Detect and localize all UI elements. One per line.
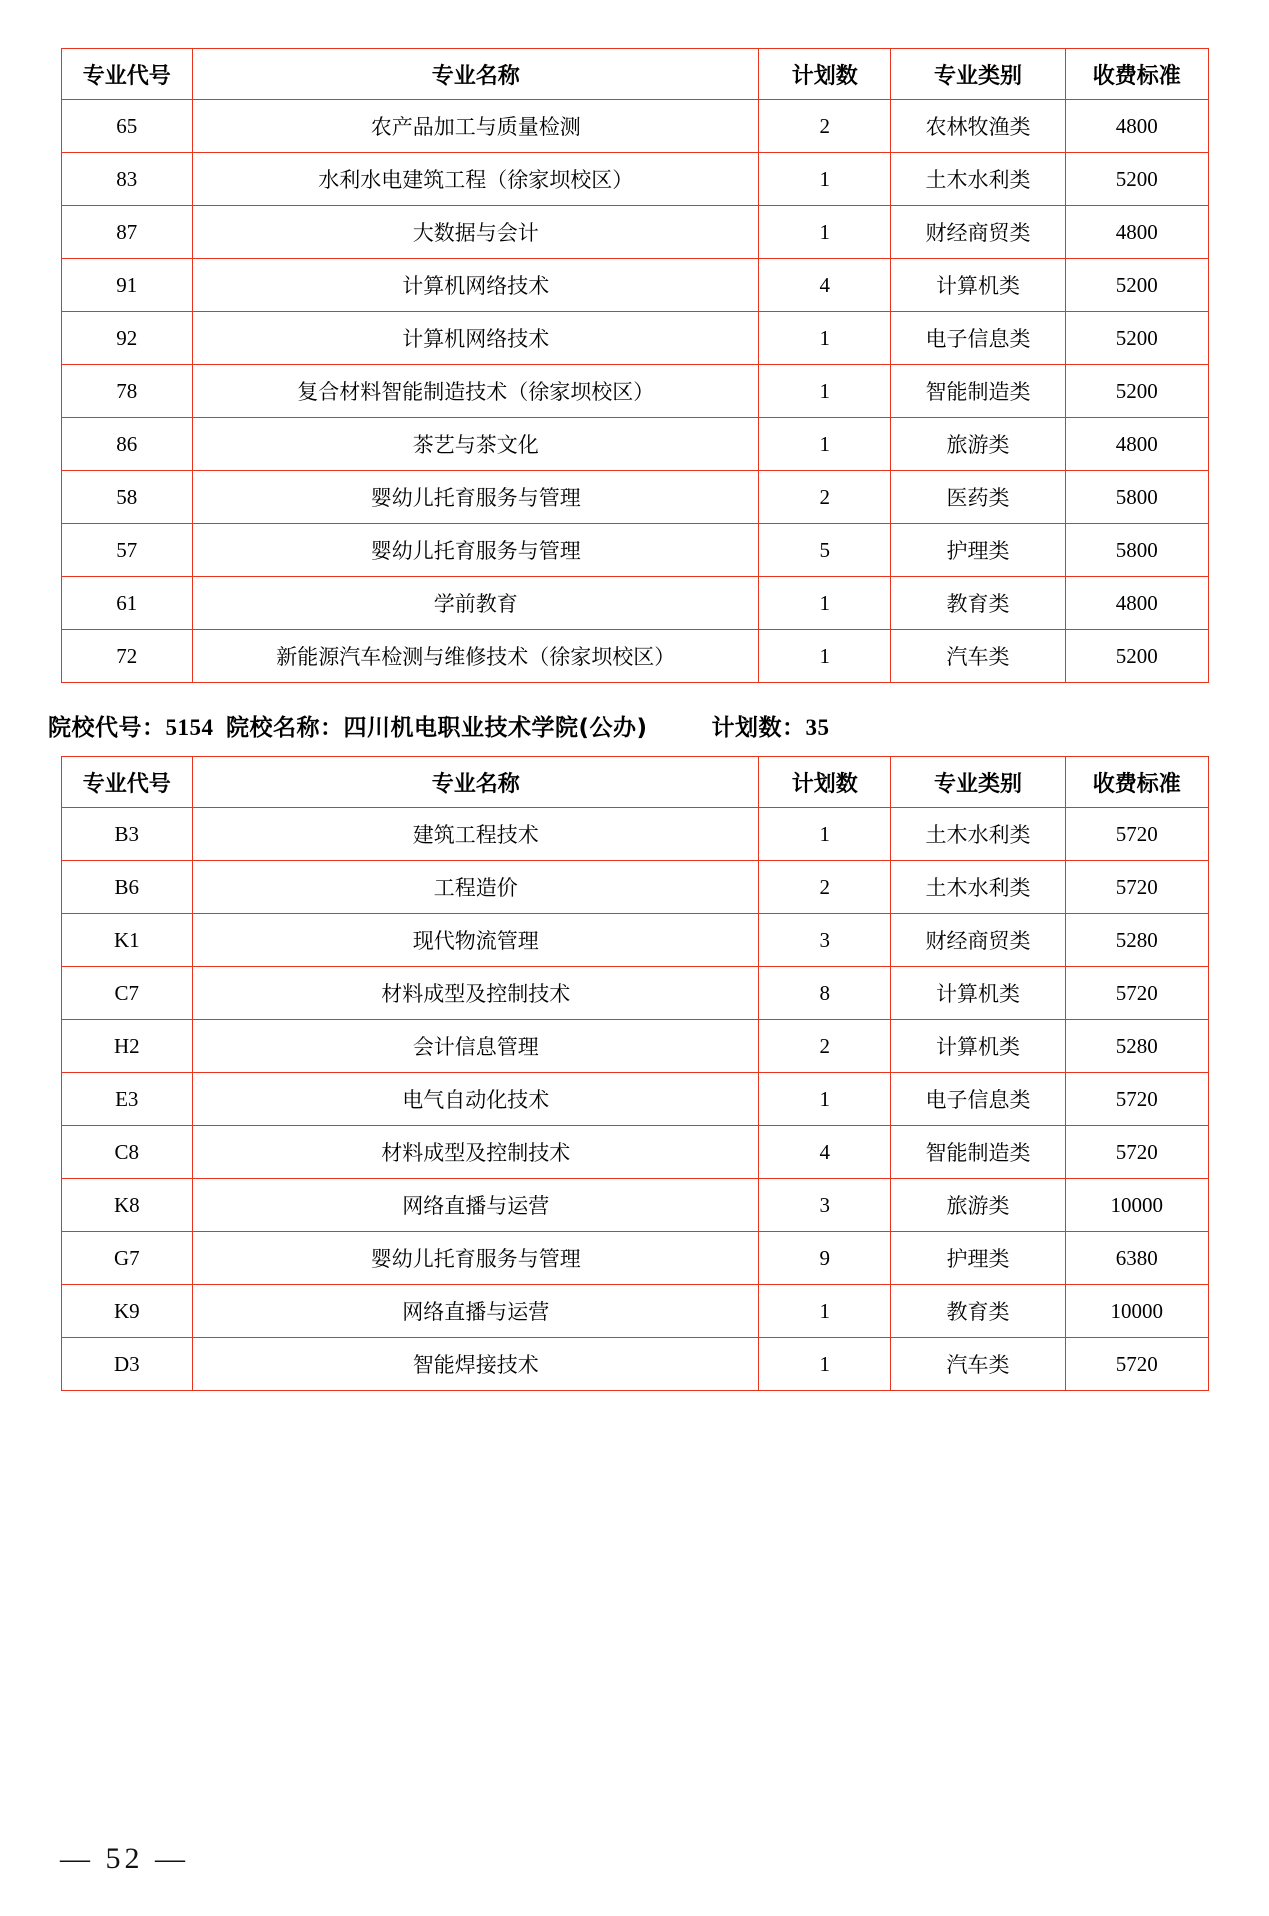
cell-major-code: 72	[61, 630, 193, 683]
cell-major-category: 教育类	[891, 1285, 1066, 1338]
cell-fee-standard: 5280	[1066, 914, 1208, 967]
cell-major-name: 水利水电建筑工程（徐家坝校区）	[193, 153, 759, 206]
table-header-row	[61, 49, 1208, 100]
cell-fee-standard: 5800	[1066, 524, 1208, 577]
cell-plan-count: 1	[759, 1338, 891, 1391]
cell-major-name: 建筑工程技术	[193, 808, 759, 861]
cell-major-category: 旅游类	[891, 418, 1066, 471]
cell-major-category: 土木水利类	[891, 153, 1066, 206]
cell-plan-count: 2	[759, 1020, 891, 1073]
cell-major-category: 旅游类	[891, 1179, 1066, 1232]
cell-plan-count: 4	[759, 259, 891, 312]
cell-major-category: 财经商贸类	[891, 206, 1066, 259]
cell-major-name: 材料成型及控制技术	[193, 1126, 759, 1179]
cell-plan-count: 1	[759, 365, 891, 418]
cell-major-code: 92	[61, 312, 193, 365]
school-plan-label: 计划数：	[711, 715, 806, 740]
table-row	[61, 630, 1208, 683]
cell-major-code: K8	[61, 1179, 193, 1232]
cell-major-code: B3	[61, 808, 193, 861]
cell-major-name: 智能焊接技术	[193, 1338, 759, 1391]
cell-major-name: 网络直播与运营	[193, 1179, 759, 1232]
cell-fee-standard: 4800	[1066, 100, 1208, 153]
cell-fee-standard: 5200	[1066, 365, 1208, 418]
cell-fee-standard: 10000	[1066, 1285, 1208, 1338]
cell-fee-standard: 5720	[1066, 808, 1208, 861]
column-header-major-name: 专业名称	[193, 49, 759, 100]
table-header-row	[61, 757, 1208, 808]
cell-major-name: 婴幼儿托育服务与管理	[193, 524, 759, 577]
cell-major-category: 计算机类	[891, 1020, 1066, 1073]
table-row	[61, 259, 1208, 312]
cell-major-category: 护理类	[891, 524, 1066, 577]
cell-major-name: 现代物流管理	[193, 914, 759, 967]
page-number: — 52 —	[60, 1842, 189, 1875]
table-row	[61, 1020, 1208, 1073]
cell-major-name: 计算机网络技术	[193, 259, 759, 312]
table-row	[61, 365, 1208, 418]
cell-fee-standard: 5800	[1066, 471, 1208, 524]
cell-major-code: B6	[61, 861, 193, 914]
table-row	[61, 524, 1208, 577]
column-header-major-code: 专业代号	[61, 49, 193, 100]
cell-plan-count: 2	[759, 861, 891, 914]
table-row	[61, 1338, 1208, 1391]
cell-plan-count: 1	[759, 206, 891, 259]
cell-major-code: G7	[61, 1232, 193, 1285]
cell-major-code: 83	[61, 153, 193, 206]
cell-major-category: 智能制造类	[891, 1126, 1066, 1179]
table-row	[61, 100, 1208, 153]
cell-major-name: 农产品加工与质量检测	[193, 100, 759, 153]
cell-major-category: 计算机类	[891, 967, 1066, 1020]
cell-plan-count: 1	[759, 153, 891, 206]
cell-fee-standard: 5280	[1066, 1020, 1208, 1073]
cell-fee-standard: 6380	[1066, 1232, 1208, 1285]
column-header-major-category: 专业类别	[891, 49, 1066, 100]
cell-plan-count: 2	[759, 100, 891, 153]
cell-major-category: 土木水利类	[891, 861, 1066, 914]
table-body-2	[61, 808, 1208, 1391]
school-header	[48, 709, 1229, 742]
cell-major-code: 61	[61, 577, 193, 630]
cell-major-code: E3	[61, 1073, 193, 1126]
cell-major-name: 新能源汽车检测与维修技术（徐家坝校区）	[193, 630, 759, 683]
table-row	[61, 1232, 1208, 1285]
cell-major-name: 计算机网络技术	[193, 312, 759, 365]
cell-major-category: 财经商贸类	[891, 914, 1066, 967]
cell-major-category: 土木水利类	[891, 808, 1066, 861]
school-name-label: 院校名称：	[213, 715, 344, 740]
column-header-fee-standard: 收费标准	[1066, 49, 1208, 100]
cell-plan-count: 3	[759, 1179, 891, 1232]
table-body-1	[61, 100, 1208, 683]
cell-plan-count: 1	[759, 418, 891, 471]
cell-fee-standard: 5720	[1066, 1073, 1208, 1126]
cell-major-category: 智能制造类	[891, 365, 1066, 418]
cell-major-category: 汽车类	[891, 630, 1066, 683]
column-header-major-category: 专业类别	[891, 757, 1066, 808]
table-row	[61, 577, 1208, 630]
cell-fee-standard: 5200	[1066, 312, 1208, 365]
cell-major-code: H2	[61, 1020, 193, 1073]
cell-plan-count: 1	[759, 312, 891, 365]
table-row	[61, 808, 1208, 861]
cell-major-name: 会计信息管理	[193, 1020, 759, 1073]
cell-major-code: 87	[61, 206, 193, 259]
cell-major-code: K9	[61, 1285, 193, 1338]
cell-major-code: 86	[61, 418, 193, 471]
major-plan-table-1	[61, 48, 1209, 683]
cell-fee-standard: 5200	[1066, 153, 1208, 206]
cell-major-category: 汽车类	[891, 1338, 1066, 1391]
school-code-label: 院校代号：	[48, 715, 166, 740]
cell-major-category: 计算机类	[891, 259, 1066, 312]
cell-major-code: C7	[61, 967, 193, 1020]
cell-major-name: 材料成型及控制技术	[193, 967, 759, 1020]
cell-major-code: 58	[61, 471, 193, 524]
cell-major-name: 电气自动化技术	[193, 1073, 759, 1126]
cell-fee-standard: 5720	[1066, 1126, 1208, 1179]
cell-major-code: 65	[61, 100, 193, 153]
cell-plan-count: 3	[759, 914, 891, 967]
cell-major-code: D3	[61, 1338, 193, 1391]
cell-major-name: 茶艺与茶文化	[193, 418, 759, 471]
cell-major-category: 教育类	[891, 577, 1066, 630]
cell-major-category: 电子信息类	[891, 312, 1066, 365]
table-row	[61, 206, 1208, 259]
table-row	[61, 1179, 1208, 1232]
cell-plan-count: 8	[759, 967, 891, 1020]
table-row	[61, 418, 1208, 471]
table-row	[61, 153, 1208, 206]
column-header-plan-count: 计划数	[759, 757, 891, 808]
cell-plan-count: 1	[759, 808, 891, 861]
cell-major-name: 大数据与会计	[193, 206, 759, 259]
cell-major-category: 农林牧渔类	[891, 100, 1066, 153]
table-row	[61, 1285, 1208, 1338]
cell-fee-standard: 4800	[1066, 206, 1208, 259]
table-row	[61, 471, 1208, 524]
cell-fee-standard: 5200	[1066, 630, 1208, 683]
cell-major-name: 婴幼儿托育服务与管理	[193, 1232, 759, 1285]
table-row	[61, 914, 1208, 967]
cell-major-category: 电子信息类	[891, 1073, 1066, 1126]
table-row	[61, 967, 1208, 1020]
column-header-plan-count: 计划数	[759, 49, 891, 100]
school-plan-value: 35	[805, 715, 830, 740]
school-code-value: 5154	[165, 715, 214, 740]
cell-plan-count: 1	[759, 630, 891, 683]
cell-plan-count: 4	[759, 1126, 891, 1179]
cell-fee-standard: 5200	[1066, 259, 1208, 312]
school-name-value: 四川机电职业技术学院(公办)	[343, 715, 648, 741]
cell-major-category: 护理类	[891, 1232, 1066, 1285]
cell-fee-standard: 4800	[1066, 418, 1208, 471]
cell-major-name: 学前教育	[193, 577, 759, 630]
cell-fee-standard: 10000	[1066, 1179, 1208, 1232]
table-row	[61, 1073, 1208, 1126]
cell-major-code: K1	[61, 914, 193, 967]
column-header-major-name: 专业名称	[193, 757, 759, 808]
cell-fee-standard: 4800	[1066, 577, 1208, 630]
table-row	[61, 861, 1208, 914]
cell-plan-count: 9	[759, 1232, 891, 1285]
table-row	[61, 312, 1208, 365]
cell-plan-count: 1	[759, 1073, 891, 1126]
cell-plan-count: 1	[759, 577, 891, 630]
cell-plan-count: 1	[759, 1285, 891, 1338]
cell-fee-standard: 5720	[1066, 967, 1208, 1020]
column-header-fee-standard: 收费标准	[1066, 757, 1208, 808]
cell-major-category: 医药类	[891, 471, 1066, 524]
cell-major-code: 57	[61, 524, 193, 577]
cell-major-name: 婴幼儿托育服务与管理	[193, 471, 759, 524]
table-row	[61, 1126, 1208, 1179]
cell-fee-standard: 5720	[1066, 1338, 1208, 1391]
cell-major-code: 78	[61, 365, 193, 418]
cell-major-name: 工程造价	[193, 861, 759, 914]
cell-major-name: 复合材料智能制造技术（徐家坝校区）	[193, 365, 759, 418]
column-header-major-code: 专业代号	[61, 757, 193, 808]
cell-plan-count: 2	[759, 471, 891, 524]
cell-major-code: C8	[61, 1126, 193, 1179]
cell-fee-standard: 5720	[1066, 861, 1208, 914]
major-plan-table-2	[61, 756, 1209, 1391]
cell-major-code: 91	[61, 259, 193, 312]
cell-major-name: 网络直播与运营	[193, 1285, 759, 1338]
cell-plan-count: 5	[759, 524, 891, 577]
